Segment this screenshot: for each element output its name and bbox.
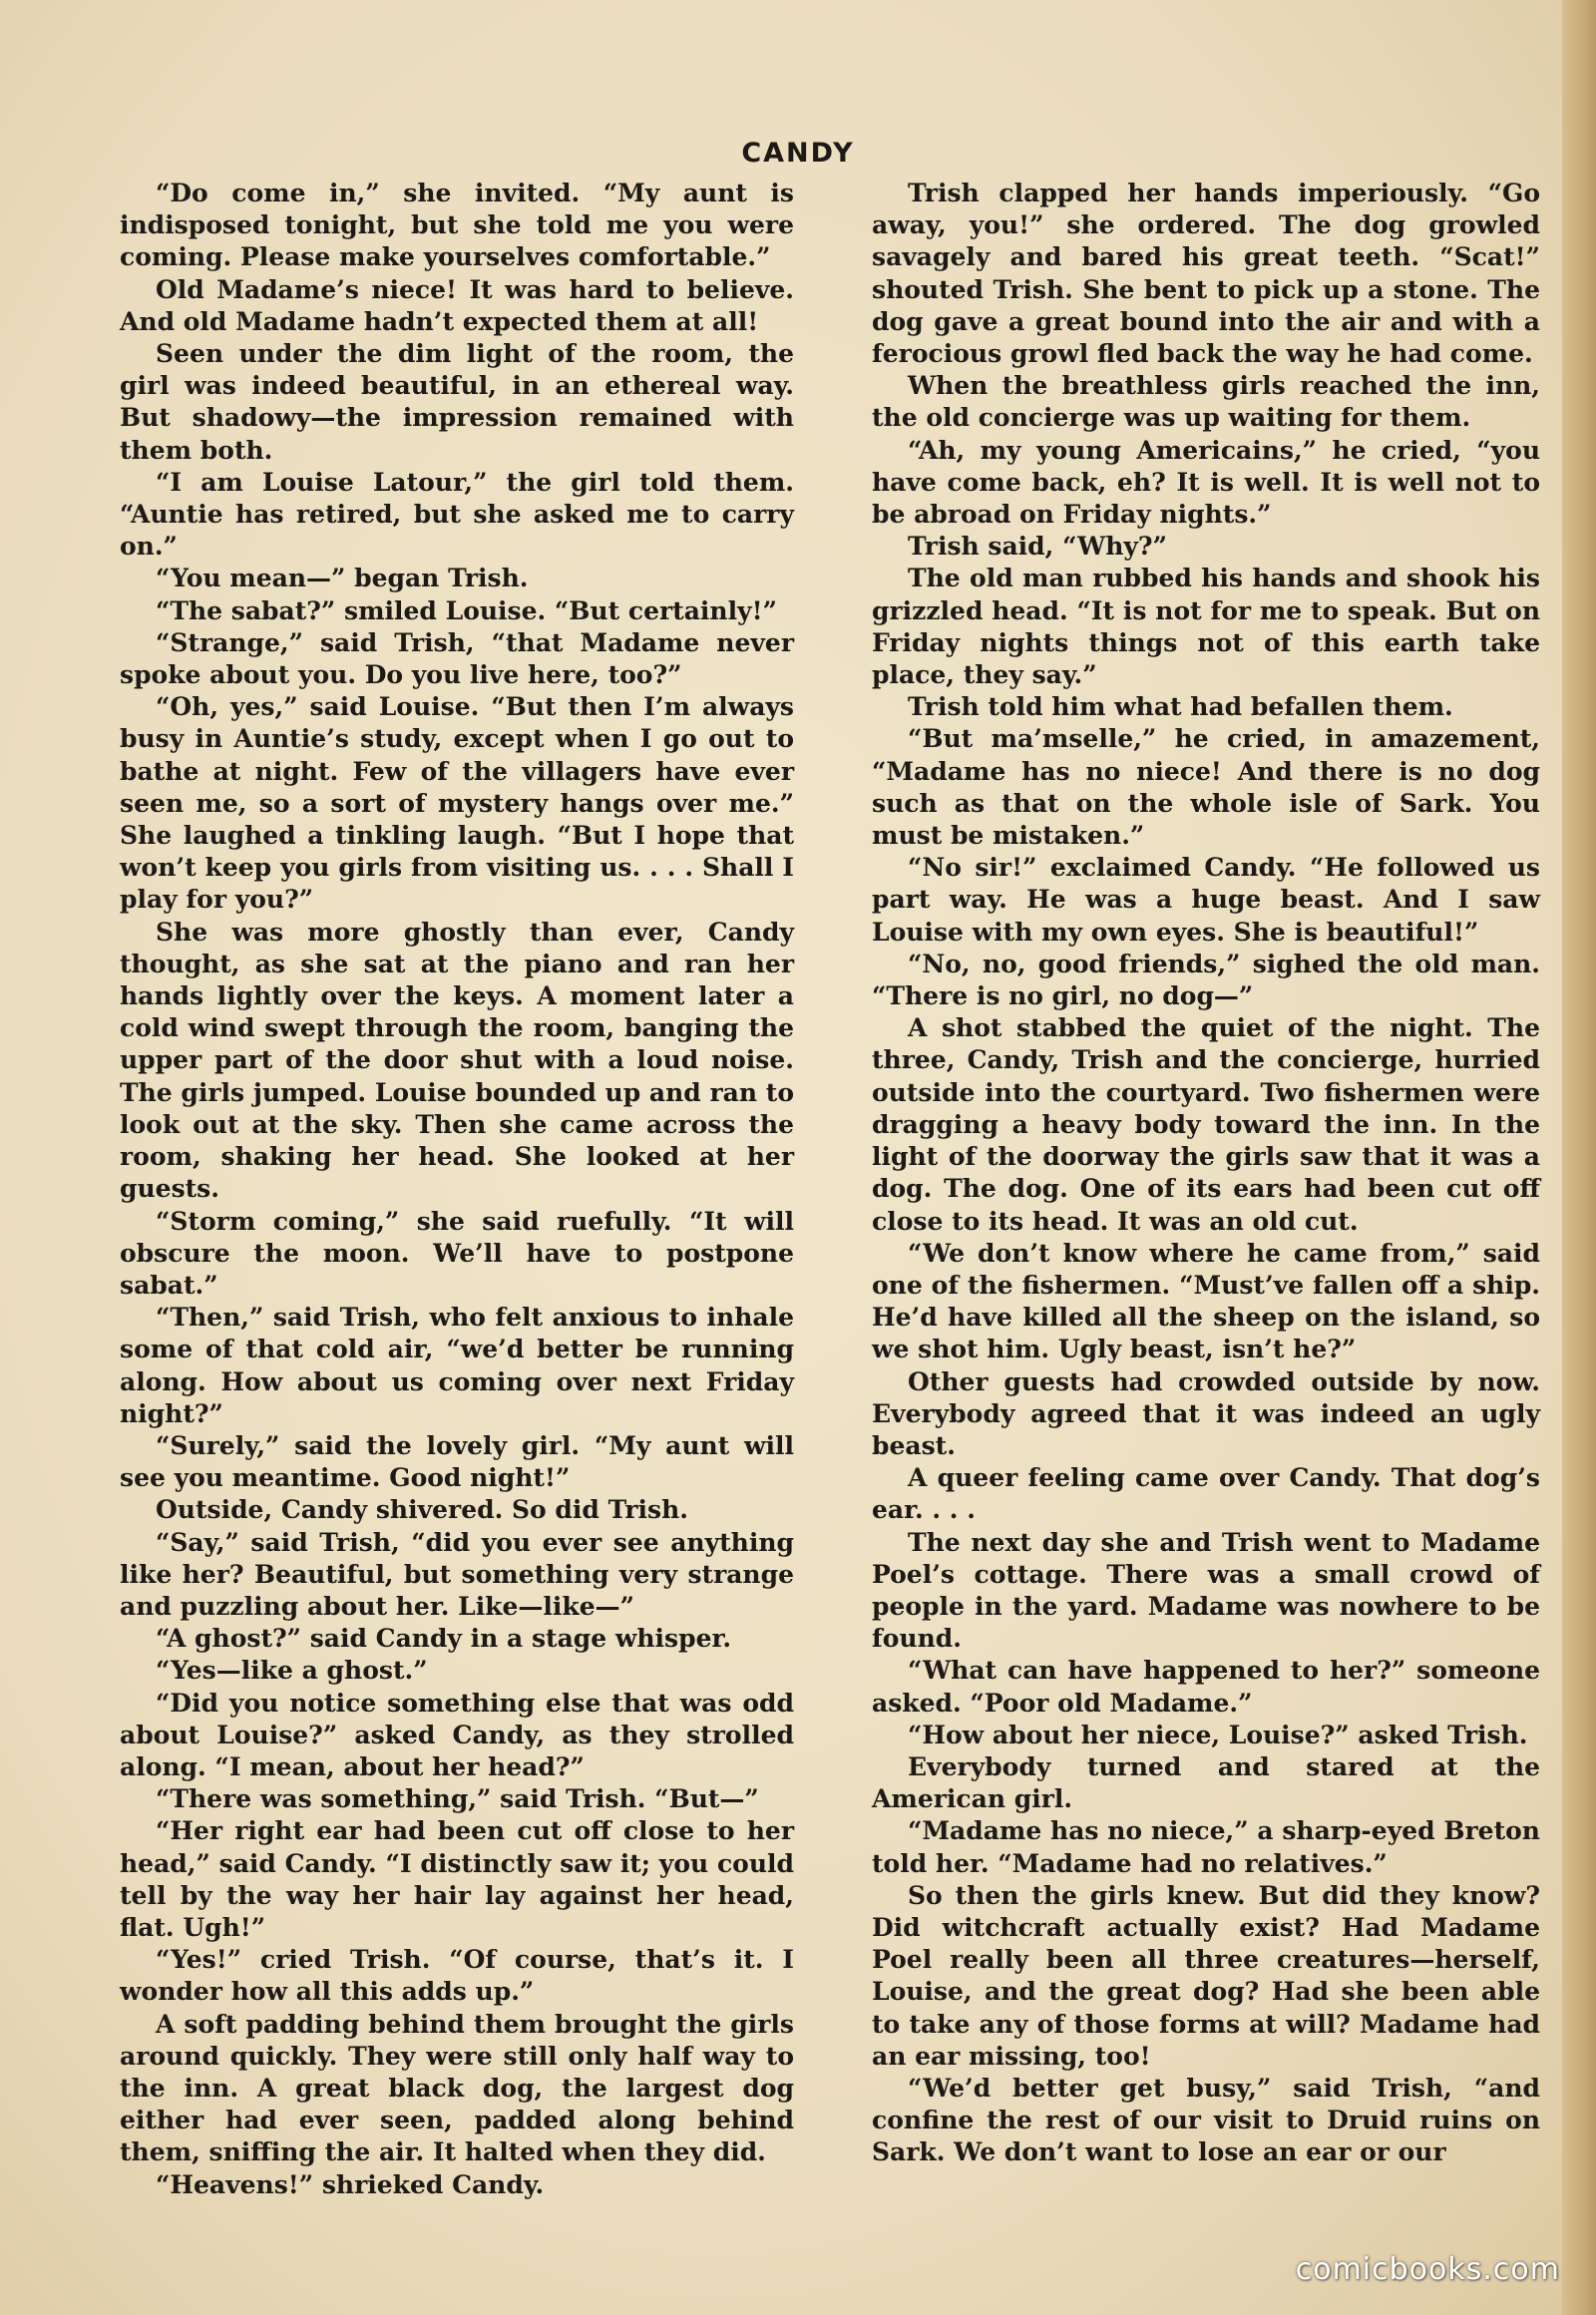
paragraph: “Do come in,” she invited. “My aunt is indisposed tonight, but she told me you were coming. Please make yourselves comfortable.”: [120, 179, 794, 272]
paragraph: Other guests had crowded outside by now. Everybody agreed that it was indeed an ugly beast.: [872, 1366, 1540, 1460]
paragraph: “Heavens!” shrieked Candy.: [156, 2169, 545, 2199]
paragraph: “Storm coming,” she said ruefully. “It will obscure the moon. We’ll have to postpone sabat.”: [120, 1206, 794, 1300]
paragraph: So then the girls knew. But did they know? Did witchcraft actually exist? Had Madame Poel really been all three creatures—herself, Louise, and the great dog? Had she been able to take any of those forms at will? Madame had an ear missing, too!: [872, 1880, 1540, 2071]
paragraph: Old Madame’s niece! It was hard to believe. And old Madame hadn’t expected them at all!: [120, 274, 794, 336]
watermark-credit: comicbooks.com: [1295, 2252, 1560, 2287]
paragraph: “You mean—” began Trish.: [156, 564, 529, 593]
paragraph: “Ah, my young Americains,” he cried, “you have come back, eh? It is well. It is well not to be abroad on Friday nights.”: [872, 435, 1540, 530]
paragraph: “We don’t know where he came from,” said one of the fishermen. “Must’ve fallen off a ship. He’d have killed all the sheep on the island, so we shot him. Ugly beast, isn’t he?”: [872, 1238, 1540, 1364]
paragraph: “Strange,” said Trish, “that Madame never spoke about you. Do you live here, too?”: [120, 627, 794, 690]
text-column-left: [120, 178, 794, 2201]
paragraph: When the breathless girls reached the inn, the old concierge was up waiting for them.: [872, 371, 1540, 433]
paragraph: A queer feeling came over Candy. That dog’s ear. . . .: [872, 1463, 1540, 1525]
paragraph: “Surely,” said the lovely girl. “My aunt will see you meantime. Good night!”: [120, 1430, 794, 1493]
paragraph: “Oh, yes,” said Louise. “But then I’m always busy in Auntie’s study, except when I go out to bathe at night. Few of the villagers have ever seen me, so a sort of mystery hangs over me.” She laughed a tinkling laugh. “But I hope that won’t keep you girls from visiting us. . . . Shall I play for you?”: [120, 692, 794, 915]
paragraph: Trish said, “Why?”: [908, 532, 1167, 562]
paragraph: “But ma’mselle,” he cried, in amazement, “Madame has no niece! And there is no dog such as that on the whole isle of Sark. You must be mistaken.”: [872, 724, 1540, 851]
paragraph: Trish clapped her hands imperiously. “Go away, you!” she ordered. The dog growled savagely and bared his great teeth. “Scat!” shouted Trish. She bent to pick up a stone. The dog gave a great bound into the air and with a ferocious growl fled back the way he had come.: [872, 179, 1540, 369]
paragraph: “The sabat?” smiled Louise. “But certainly!”: [156, 595, 777, 625]
paragraph: “Yes!” cried Trish. “Of course, that’s it. I wonder how all this adds up.”: [120, 1945, 794, 2007]
paragraph: “How about her niece, Louise?” asked Trish.: [908, 1720, 1528, 1749]
paragraph: “Madame has no niece,” a sharp-eyed Breton told her. “Madame had no relatives.”: [872, 1816, 1540, 1878]
paragraph: Outside, Candy shivered. So did Trish.: [156, 1495, 688, 1525]
paragraph: “Did you notice something else that was odd about Louise?” asked Candy, as they strolled along. “I mean, about her head?”: [120, 1688, 794, 1781]
page-edge: [1562, 0, 1596, 2315]
text-column-right: [872, 178, 1540, 2169]
paragraph: “What can have happened to her?” someone asked. “Poor old Madame.”: [872, 1656, 1540, 1718]
paragraph: “We’d better get busy,” said Trish, “and confine the rest of our visit to Druid ruins on Sark. We don’t want to lose an ear or our: [872, 2073, 1540, 2167]
paragraph: Trish told him what had befallen them.: [908, 692, 1453, 722]
paragraph: She was more ghostly than ever, Candy thought, as she sat at the piano and ran her hands lightly over the keys. A moment later a cold wind swept through the room, banging the upper part of the door shut with a loud noise. The girls jumped. Louise bounded up and ran to look out at the sky. Then she came across the room, shaking her head. She looked at her guests.: [120, 917, 794, 1204]
paragraph: “A ghost?” said Candy in a stage whisper.: [156, 1624, 732, 1654]
paragraph: Everybody turned and stared at the American girl.: [872, 1751, 1540, 1814]
paragraph: Seen under the dim light of the room, the girl was indeed beautiful, in an ethereal way. But shadowy—the impression remained with them both.: [120, 339, 794, 465]
page-title: CANDY: [741, 138, 855, 169]
paragraph: “I am Louise Latour,” the girl told them. “Auntie has retired, but she asked me to carry on.”: [120, 467, 794, 562]
paragraph: A soft padding behind them brought the girls around quickly. They were still only half way to the inn. A great black dog, the largest dog either had ever seen, padded along behind them, sniffing the air. It halted when they did.: [120, 2009, 794, 2167]
paragraph: “Her right ear had been cut off close to her head,” said Candy. “I distinctly saw it; you could tell by the way her hair lay against her head, flat. Ugh!”: [120, 1816, 794, 1942]
paragraph: “Say,” said Trish, “did you ever see anything like her? Beautiful, but something very strange and puzzling about her. Like—like—”: [120, 1527, 794, 1621]
paragraph: “No, no, good friends,” sighed the old man. “There is no girl, no dog—”: [872, 949, 1540, 1011]
paragraph: “Yes—like a ghost.”: [156, 1656, 428, 1686]
paragraph: The next day she and Trish went to Madame Poel’s cottage. There was a small crowd of people in the yard. Madame was nowhere to be found.: [872, 1527, 1540, 1654]
paragraph: A shot stabbed the quiet of the night. The three, Candy, Trish and the concierge, hurried outside into the courtyard. Two fishermen were dragging a heavy body toward the inn. In the light of the doorway the girls saw that it was a dog. The dog. One of its ears had been cut off close to its head. It was an old cut.: [872, 1013, 1540, 1236]
paragraph: The old man rubbed his hands and shook his grizzled head. “It is not for me to speak. But on Friday nights things not of this earth take place, they say.”: [872, 564, 1540, 690]
paragraph: “Then,” said Trish, who felt anxious to inhale some of that cold air, “we’d better be running along. How about us coming over next Friday night?”: [120, 1303, 794, 1428]
paragraph: “No sir!” exclaimed Candy. “He followed us part way. He was a huge beast. And I saw Louise with my own eyes. She is beautiful!”: [872, 853, 1540, 947]
paragraph: “There was something,” said Trish. “But—”: [156, 1784, 759, 1814]
